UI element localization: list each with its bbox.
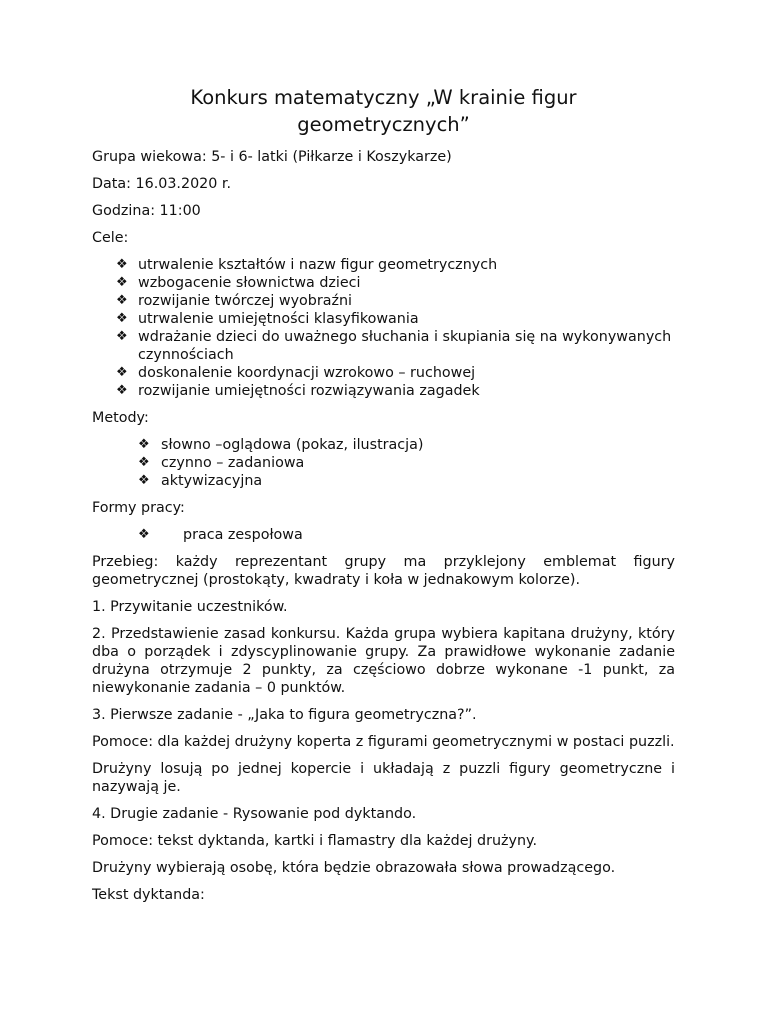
goals-heading: Cele: (92, 230, 129, 246)
time: Godzina: 11:00 (92, 203, 201, 219)
list-item: ❖ doskonalenie koordynacji wzrokowo – ruchowej (116, 365, 476, 381)
diamond-bullet-icon: ❖ (116, 257, 128, 272)
list-item: ❖ rozwijanie umiejętności rozwiązywania zagadek (116, 383, 480, 399)
step-4: 4. Drugie zadanie - Rysowanie pod dyktando. (92, 806, 417, 822)
step-1: 1. Przywitanie uczestników. (92, 599, 288, 615)
diamond-bullet-icon: ❖ (116, 275, 128, 290)
course-line-2: geometrycznej (prostokąty, kwadraty i koła w jednakowym kolorze). (92, 572, 581, 588)
list-item: ❖ wzbogacenie słownictwa dzieci (116, 275, 361, 291)
methods-heading: Metody: (92, 410, 149, 426)
forms-list (92, 526, 675, 544)
step-3: 3. Pierwsze zadanie - „Jaka to figura geometryczna?”. (92, 707, 477, 723)
diamond-bullet-icon: ❖ (116, 365, 128, 380)
list-item: ❖ słowno –oglądowa (pokaz, ilustracja) (138, 437, 424, 453)
aids-2: Pomoce: tekst dyktanda, kartki i flamastry dla każdej drużyny. (92, 833, 538, 849)
course-paragraph (92, 553, 675, 589)
diamond-bullet-icon: ❖ (138, 473, 150, 488)
list-item: ❖ rozwijanie twórczej wyobraźni (116, 293, 353, 309)
list-item: ❖ utrwalenie kształtów i nazw figur geometrycznych (116, 257, 498, 273)
diamond-bullet-icon: ❖ (116, 383, 128, 398)
methods-list (92, 436, 675, 490)
goals-list (92, 256, 675, 400)
diamond-bullet-icon: ❖ (116, 293, 128, 308)
diamond-bullet-icon: ❖ (116, 311, 128, 326)
list-item: ❖ aktywizacyjna (138, 473, 263, 489)
diamond-bullet-icon: ❖ (138, 437, 150, 452)
diamond-bullet-icon: ❖ (138, 455, 150, 470)
title-line-1: Konkurs matematyczny „W krainie figur (190, 86, 577, 109)
dictation-heading: Tekst dyktanda: (92, 887, 205, 903)
course-line-1: Przebieg: każdy reprezentant grupy ma przyklejony emblemat figury (92, 554, 675, 570)
step-2: 2. Przedstawienie zasad konkursu. Każda grupa wybiera kapitana drużyny, który dba o porządek i zdyscyplinowanie grupy. Za prawidłowe wykonanie zadanie drużyna otrzymuje 2 punkty, za częściowo dobrze wykonane -1 punkt, za niewykonanie zadania – 0 punktów. (92, 626, 675, 696)
title-line-2: geometrycznych” (297, 113, 470, 136)
date: Data: 16.03.2020 r. (92, 176, 232, 192)
list-item: ❖ wdrażanie dzieci do uważnego słuchania i skupiania się na wykonywanych czynnościach (116, 329, 672, 363)
age-group: Grupa wiekowa: 5- i 6- latki (Piłkarze i Koszykarze) (92, 149, 452, 165)
list-item: ❖ czynno – zadaniowa (138, 455, 305, 471)
diamond-bullet-icon: ❖ (116, 329, 128, 344)
teams-2: Drużyny wybierają osobę, która będzie obrazowała słowa prowadzącego. (92, 860, 616, 876)
teams-1: Drużyny losują po jednej kopercie i układają z puzzli figury geometryczne i nazywają je. (92, 761, 675, 795)
diamond-bullet-icon: ❖ (138, 527, 150, 542)
list-item: ❖ utrwalenie umiejętności klasyfikowania (116, 311, 419, 327)
document-body (92, 84, 675, 913)
aids-1: Pomoce: dla każdej drużyny koperta z figurami geometrycznymi w postaci puzzli. (92, 734, 675, 750)
forms-heading: Formy pracy: (92, 500, 185, 516)
list-item: ❖ praca zespołowa (138, 527, 303, 543)
document-title (92, 84, 675, 138)
